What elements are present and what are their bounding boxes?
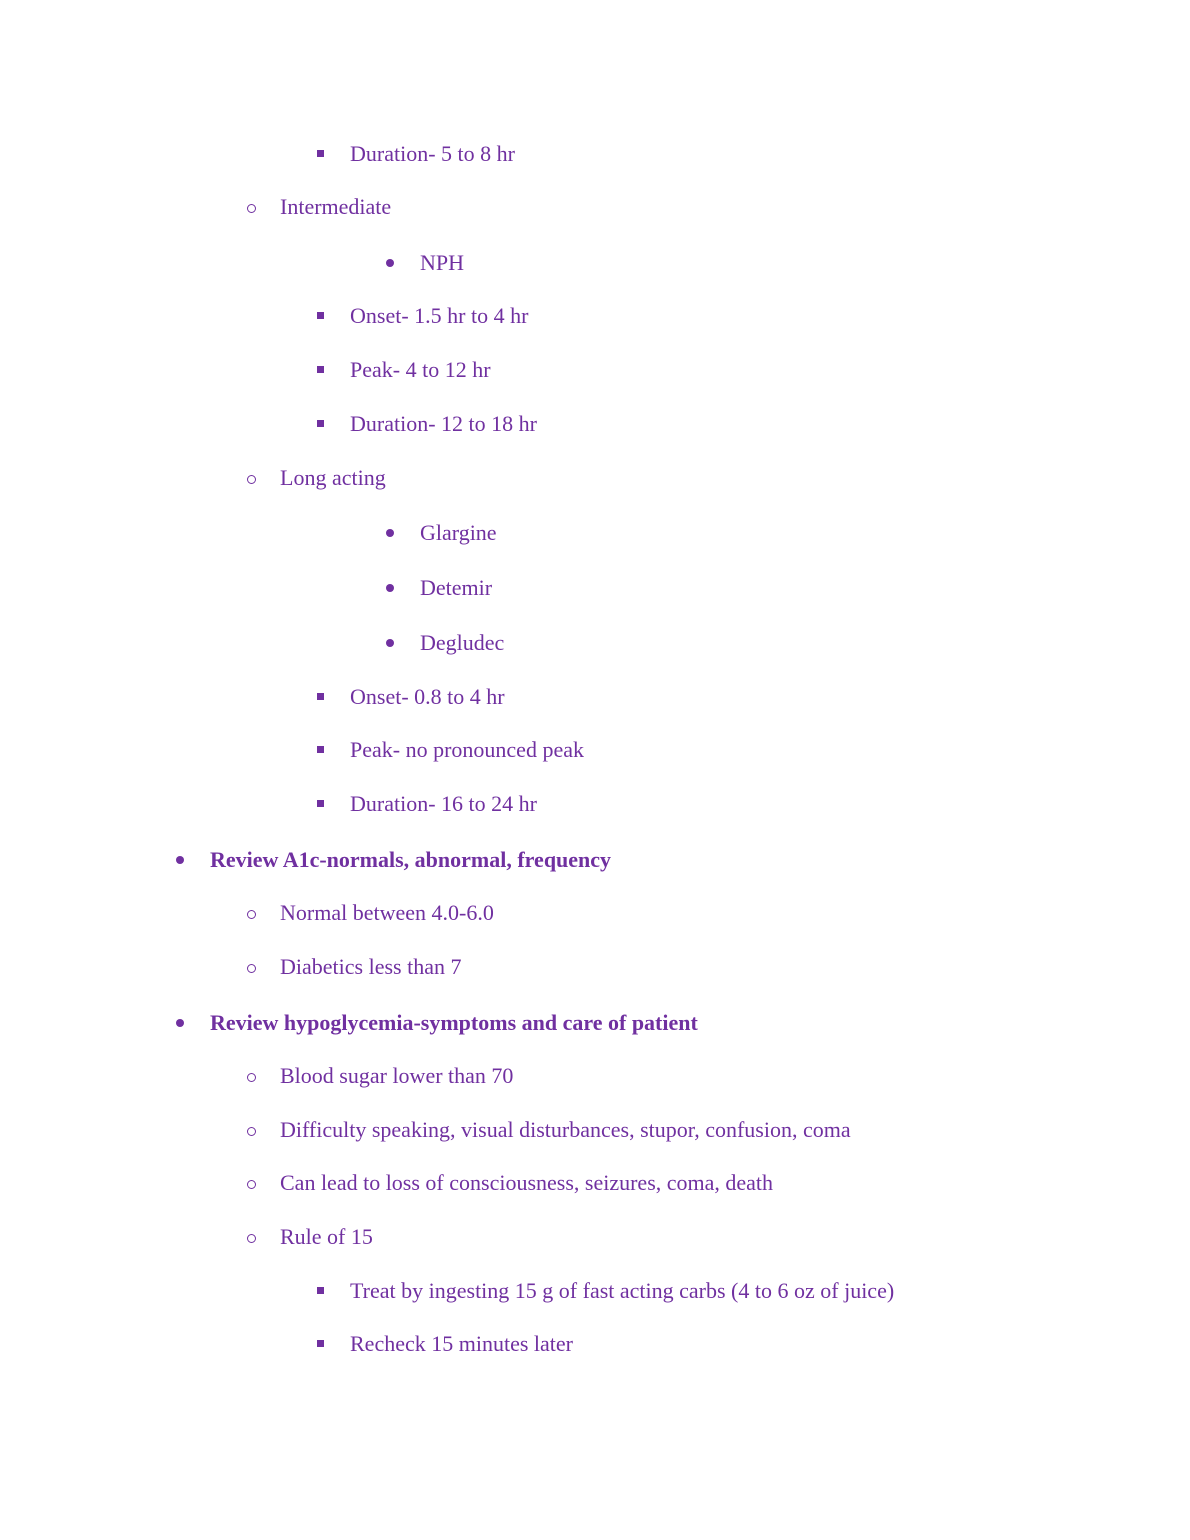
disc-bullet-icon xyxy=(176,856,184,864)
square-bullet-icon xyxy=(317,693,324,700)
square-bullet-icon xyxy=(317,1287,324,1294)
square-bullet-icon xyxy=(317,800,324,807)
list-item-text: Onset- 1.5 hr to 4 hr xyxy=(350,303,529,328)
list-item-text: Peak- no pronounced peak xyxy=(350,737,584,762)
list-item-text: Long acting xyxy=(280,465,386,490)
list-item-text: Blood sugar lower than 70 xyxy=(280,1063,514,1088)
list-item-text: Detemir xyxy=(420,575,493,600)
list-item-text: Peak- 4 to 12 hr xyxy=(350,357,491,382)
list-item-text: NPH xyxy=(420,250,465,275)
section-heading-text: Review hypoglycemia-symptoms and care of patient xyxy=(210,1010,698,1035)
list-item-text: Duration- 12 to 18 hr xyxy=(350,411,537,436)
list-item-text: Intermediate xyxy=(280,194,392,219)
list-item-text: Duration- 5 to 8 hr xyxy=(350,141,515,166)
list-item-text: Rule of 15 xyxy=(280,1224,373,1249)
section-heading-text: Review A1c-normals, abnormal, frequency xyxy=(210,847,612,872)
disc-bullet-icon xyxy=(386,639,394,647)
square-bullet-icon xyxy=(317,1340,324,1347)
circle-bullet-icon xyxy=(247,1234,256,1243)
square-bullet-icon xyxy=(317,150,324,157)
square-bullet-icon xyxy=(317,312,324,319)
square-bullet-icon xyxy=(317,420,324,427)
list-item-text: Can lead to loss of consciousness, seizures, coma, death xyxy=(280,1170,774,1195)
circle-bullet-icon xyxy=(247,964,256,973)
list-item-text: Normal between 4.0-6.0 xyxy=(280,900,494,925)
circle-bullet-icon xyxy=(247,204,256,213)
circle-bullet-icon xyxy=(247,1073,256,1082)
circle-bullet-icon xyxy=(247,1127,256,1136)
list-item-text: Recheck 15 minutes later xyxy=(350,1331,573,1356)
disc-bullet-icon xyxy=(386,259,394,267)
list-item-text: Treat by ingesting 15 g of fast acting carbs (4 to 6 oz of juice) xyxy=(350,1278,895,1303)
disc-bullet-icon xyxy=(176,1019,184,1027)
list-item-text: Glargine xyxy=(420,520,497,545)
disc-bullet-icon xyxy=(386,529,394,537)
circle-bullet-icon xyxy=(247,1180,256,1189)
list-item-text: Duration- 16 to 24 hr xyxy=(350,791,537,816)
list-item-text: Degludec xyxy=(420,630,505,655)
disc-bullet-icon xyxy=(386,584,394,592)
circle-bullet-icon xyxy=(247,910,256,919)
list-item-text: Difficulty speaking, visual disturbances, stupor, confusion, coma xyxy=(280,1117,851,1142)
square-bullet-icon xyxy=(317,746,324,753)
square-bullet-icon xyxy=(317,366,324,373)
list-item-text: Onset- 0.8 to 4 hr xyxy=(350,684,505,709)
circle-bullet-icon xyxy=(247,475,256,484)
list-item-text: Diabetics less than 7 xyxy=(280,954,462,979)
